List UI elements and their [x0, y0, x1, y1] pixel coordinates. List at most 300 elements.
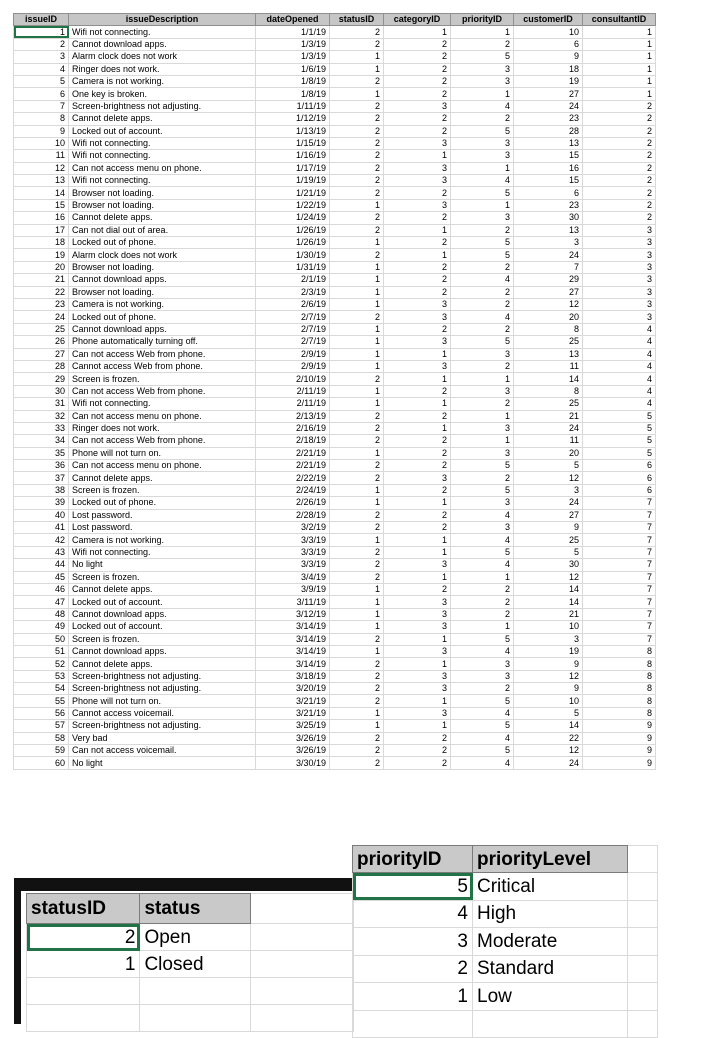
- cell[interactable]: 56: [14, 707, 69, 719]
- cell[interactable]: 3: [384, 472, 451, 484]
- cell[interactable]: 1: [330, 621, 384, 633]
- column-header[interactable]: status: [140, 894, 250, 924]
- cell[interactable]: 2/16/19: [256, 422, 330, 434]
- cell[interactable]: 54: [14, 683, 69, 695]
- cell[interactable]: 4: [583, 323, 656, 335]
- cell[interactable]: 5: [583, 410, 656, 422]
- cell[interactable]: Alarm clock does not work: [69, 51, 256, 63]
- cell[interactable]: 2: [330, 522, 384, 534]
- cell[interactable]: 2: [384, 732, 451, 744]
- cell[interactable]: 4: [583, 373, 656, 385]
- cell[interactable]: 24: [14, 311, 69, 323]
- cell[interactable]: 2: [330, 162, 384, 174]
- cell[interactable]: 46: [14, 583, 69, 595]
- cell[interactable]: 13: [514, 137, 583, 149]
- cell[interactable]: Can not access Web from phone.: [69, 385, 256, 397]
- cell[interactable]: 3: [384, 621, 451, 633]
- cell[interactable]: 3/20/19: [256, 683, 330, 695]
- cell[interactable]: Browser not loading.: [69, 187, 256, 199]
- cell[interactable]: 3: [451, 150, 514, 162]
- cell[interactable]: 2: [384, 323, 451, 335]
- cell[interactable]: Screen-brightness not adjusting.: [69, 100, 256, 112]
- cell[interactable]: 10: [514, 26, 583, 38]
- cell[interactable]: 2/7/19: [256, 323, 330, 335]
- cell[interactable]: 2: [451, 323, 514, 335]
- cell[interactable]: Screen is frozen.: [69, 484, 256, 496]
- cell[interactable]: 5: [451, 484, 514, 496]
- cell[interactable]: 3/26/19: [256, 745, 330, 757]
- cell[interactable]: 2: [330, 670, 384, 682]
- cell[interactable]: 2/7/19: [256, 311, 330, 323]
- cell[interactable]: 1: [384, 373, 451, 385]
- cell[interactable]: 1: [384, 249, 451, 261]
- cell[interactable]: 12: [514, 670, 583, 682]
- cell[interactable]: 15: [14, 199, 69, 211]
- cell[interactable]: 7: [514, 261, 583, 273]
- cell[interactable]: 3: [384, 162, 451, 174]
- cell[interactable]: Wifi not connecting.: [69, 398, 256, 410]
- cell[interactable]: 2: [330, 745, 384, 757]
- cell[interactable]: 1: [451, 621, 514, 633]
- cell[interactable]: 31: [14, 398, 69, 410]
- cell[interactable]: 3/25/19: [256, 720, 330, 732]
- cell[interactable]: 3/4/19: [256, 571, 330, 583]
- cell[interactable]: 48: [14, 608, 69, 620]
- cell[interactable]: 2/1/19: [256, 274, 330, 286]
- cell[interactable]: 6: [14, 88, 69, 100]
- cell[interactable]: 5: [451, 546, 514, 558]
- cell[interactable]: 2: [583, 125, 656, 137]
- cell[interactable]: 21: [514, 608, 583, 620]
- empty-cell[interactable]: [628, 846, 658, 873]
- cell[interactable]: 6: [514, 187, 583, 199]
- column-header[interactable]: priorityID: [353, 846, 473, 873]
- empty-cell[interactable]: [27, 978, 140, 1005]
- cell[interactable]: 2: [583, 187, 656, 199]
- cell[interactable]: 4: [451, 732, 514, 744]
- cell[interactable]: 12: [514, 298, 583, 310]
- cell[interactable]: 2: [27, 924, 140, 951]
- cell[interactable]: Can not access menu on phone.: [69, 410, 256, 422]
- cell[interactable]: 2: [330, 249, 384, 261]
- cell[interactable]: Browser not loading.: [69, 286, 256, 298]
- cell[interactable]: 2/13/19: [256, 410, 330, 422]
- cell[interactable]: 2: [330, 212, 384, 224]
- cell[interactable]: 43: [14, 546, 69, 558]
- cell[interactable]: 2/22/19: [256, 472, 330, 484]
- cell[interactable]: 16: [514, 162, 583, 174]
- cell[interactable]: 1: [451, 373, 514, 385]
- cell[interactable]: Camera is not working.: [69, 534, 256, 546]
- cell[interactable]: 2/6/19: [256, 298, 330, 310]
- cell[interactable]: 45: [14, 571, 69, 583]
- cell[interactable]: 1/30/19: [256, 249, 330, 261]
- cell[interactable]: 6: [583, 472, 656, 484]
- cell[interactable]: 1: [330, 534, 384, 546]
- cell[interactable]: 3/18/19: [256, 670, 330, 682]
- cell[interactable]: 2: [330, 150, 384, 162]
- cell[interactable]: 3/3/19: [256, 559, 330, 571]
- cell[interactable]: Can not access Web from phone.: [69, 435, 256, 447]
- cell[interactable]: 2: [451, 683, 514, 695]
- cell[interactable]: 2: [330, 658, 384, 670]
- cell[interactable]: 7: [583, 559, 656, 571]
- column-header[interactable]: categoryID: [384, 14, 451, 26]
- cell[interactable]: 52: [14, 658, 69, 670]
- cell[interactable]: 22: [14, 286, 69, 298]
- cell[interactable]: 11: [514, 435, 583, 447]
- empty-cell[interactable]: [628, 900, 658, 928]
- cell[interactable]: 5: [451, 695, 514, 707]
- cell[interactable]: 24: [514, 497, 583, 509]
- cell[interactable]: 5: [514, 460, 583, 472]
- column-header[interactable]: statusID: [330, 14, 384, 26]
- cell[interactable]: 2: [384, 113, 451, 125]
- cell[interactable]: 2: [330, 435, 384, 447]
- cell[interactable]: 1: [330, 88, 384, 100]
- cell[interactable]: Can not access Web from phone.: [69, 348, 256, 360]
- cell[interactable]: 2: [330, 460, 384, 472]
- cell[interactable]: 2: [330, 695, 384, 707]
- cell[interactable]: 1: [330, 51, 384, 63]
- empty-cell[interactable]: [628, 928, 658, 956]
- cell[interactable]: 4: [583, 385, 656, 397]
- cell[interactable]: 2/24/19: [256, 484, 330, 496]
- cell[interactable]: Browser not loading.: [69, 261, 256, 273]
- cell[interactable]: 2: [330, 113, 384, 125]
- cell[interactable]: 1: [330, 497, 384, 509]
- cell[interactable]: 2: [330, 187, 384, 199]
- cell[interactable]: Locked out of account.: [69, 596, 256, 608]
- cell[interactable]: 5: [451, 249, 514, 261]
- cell[interactable]: 2: [384, 75, 451, 87]
- empty-cell[interactable]: [250, 951, 353, 978]
- cell[interactable]: 3: [384, 137, 451, 149]
- cell[interactable]: 1/11/19: [256, 100, 330, 112]
- cell[interactable]: 30: [514, 212, 583, 224]
- cell[interactable]: 2: [451, 298, 514, 310]
- cell[interactable]: 4: [583, 360, 656, 372]
- cell[interactable]: 34: [14, 435, 69, 447]
- cell[interactable]: 9: [514, 658, 583, 670]
- cell[interactable]: 2: [330, 422, 384, 434]
- cell[interactable]: 1: [384, 398, 451, 410]
- cell[interactable]: 3/3/19: [256, 546, 330, 558]
- cell[interactable]: Cannot delete apps.: [69, 658, 256, 670]
- cell[interactable]: 27: [514, 88, 583, 100]
- cell[interactable]: 1: [353, 983, 473, 1011]
- cell[interactable]: 12: [514, 745, 583, 757]
- cell[interactable]: 2: [330, 75, 384, 87]
- cell[interactable]: Closed: [140, 951, 250, 978]
- column-header[interactable]: customerID: [514, 14, 583, 26]
- column-header[interactable]: dateOpened: [256, 14, 330, 26]
- cell[interactable]: 2: [330, 26, 384, 38]
- cell[interactable]: High: [473, 900, 628, 928]
- cell[interactable]: Screen-brightness not adjusting.: [69, 670, 256, 682]
- cell[interactable]: 7: [14, 100, 69, 112]
- cell[interactable]: Moderate: [473, 928, 628, 956]
- cell[interactable]: 5: [451, 51, 514, 63]
- cell[interactable]: 25: [514, 534, 583, 546]
- cell[interactable]: 3/14/19: [256, 633, 330, 645]
- cell[interactable]: 21: [14, 274, 69, 286]
- cell[interactable]: 2: [384, 88, 451, 100]
- cell[interactable]: 9: [514, 51, 583, 63]
- cell[interactable]: Cannot download apps.: [69, 323, 256, 335]
- cell[interactable]: 3: [451, 497, 514, 509]
- cell[interactable]: 6: [514, 38, 583, 50]
- cell[interactable]: Screen is frozen.: [69, 373, 256, 385]
- cell[interactable]: 55: [14, 695, 69, 707]
- cell[interactable]: 1: [451, 26, 514, 38]
- cell[interactable]: 1: [330, 398, 384, 410]
- cell[interactable]: Cannot delete apps.: [69, 113, 256, 125]
- cell[interactable]: 2: [384, 583, 451, 595]
- cell[interactable]: Cannot delete apps.: [69, 212, 256, 224]
- cell[interactable]: 3: [451, 348, 514, 360]
- cell[interactable]: 1: [330, 298, 384, 310]
- cell[interactable]: 3: [583, 298, 656, 310]
- cell[interactable]: Lost password.: [69, 509, 256, 521]
- cell[interactable]: 2: [330, 683, 384, 695]
- cell[interactable]: 4: [451, 757, 514, 769]
- cell[interactable]: 1/8/19: [256, 88, 330, 100]
- cell[interactable]: 5: [583, 447, 656, 459]
- cell[interactable]: 25: [514, 336, 583, 348]
- cell[interactable]: 2/21/19: [256, 460, 330, 472]
- cell[interactable]: 10: [514, 695, 583, 707]
- empty-cell[interactable]: [27, 1005, 140, 1032]
- cell[interactable]: 6: [583, 460, 656, 472]
- cell[interactable]: 60: [14, 757, 69, 769]
- cell[interactable]: 2: [583, 100, 656, 112]
- cell[interactable]: 2: [330, 546, 384, 558]
- cell[interactable]: 2/9/19: [256, 360, 330, 372]
- cell[interactable]: 1/22/19: [256, 199, 330, 211]
- cell[interactable]: Open: [140, 924, 250, 951]
- column-header[interactable]: priorityID: [451, 14, 514, 26]
- cell[interactable]: 3: [514, 633, 583, 645]
- cell[interactable]: 3/14/19: [256, 621, 330, 633]
- cell[interactable]: 2: [330, 100, 384, 112]
- cell[interactable]: Phone automatically turning off.: [69, 336, 256, 348]
- cell[interactable]: 2: [384, 522, 451, 534]
- cell[interactable]: Can not dial out of area.: [69, 224, 256, 236]
- cell[interactable]: 2: [384, 484, 451, 496]
- cell[interactable]: 8: [583, 670, 656, 682]
- cell[interactable]: 1/3/19: [256, 38, 330, 50]
- cell[interactable]: 20: [14, 261, 69, 273]
- cell[interactable]: 5: [514, 546, 583, 558]
- cell[interactable]: 3: [583, 249, 656, 261]
- cell[interactable]: 4: [451, 100, 514, 112]
- cell[interactable]: 50: [14, 633, 69, 645]
- cell[interactable]: Wifi not connecting.: [69, 150, 256, 162]
- cell[interactable]: 16: [14, 212, 69, 224]
- cell[interactable]: 3/30/19: [256, 757, 330, 769]
- cell[interactable]: 1: [384, 695, 451, 707]
- cell[interactable]: 2: [384, 757, 451, 769]
- cell[interactable]: Browser not loading.: [69, 199, 256, 211]
- cell[interactable]: 2: [384, 410, 451, 422]
- cell[interactable]: 1: [384, 546, 451, 558]
- cell[interactable]: 2: [330, 137, 384, 149]
- cell[interactable]: 4: [583, 348, 656, 360]
- cell[interactable]: 20: [514, 447, 583, 459]
- cell[interactable]: 3: [384, 199, 451, 211]
- cell[interactable]: Critical: [473, 873, 628, 901]
- cell[interactable]: 1: [583, 38, 656, 50]
- cell[interactable]: 23: [514, 113, 583, 125]
- cell[interactable]: 1: [583, 26, 656, 38]
- cell[interactable]: 2/11/19: [256, 385, 330, 397]
- cell[interactable]: 2: [451, 608, 514, 620]
- cell[interactable]: 3: [384, 175, 451, 187]
- column-header[interactable]: priorityLevel: [473, 846, 628, 873]
- cell[interactable]: 4: [583, 336, 656, 348]
- cell[interactable]: 1/8/19: [256, 75, 330, 87]
- cell[interactable]: 1: [384, 720, 451, 732]
- cell[interactable]: 3: [384, 707, 451, 719]
- cell[interactable]: 5: [451, 336, 514, 348]
- cell[interactable]: 10: [14, 137, 69, 149]
- cell[interactable]: 1/21/19: [256, 187, 330, 199]
- cell[interactable]: Low: [473, 983, 628, 1011]
- cell[interactable]: Wifi not connecting.: [69, 175, 256, 187]
- cell[interactable]: 5: [451, 237, 514, 249]
- cell[interactable]: 7: [583, 534, 656, 546]
- cell[interactable]: 2: [451, 38, 514, 50]
- cell[interactable]: 24: [514, 249, 583, 261]
- cell[interactable]: Standard: [473, 955, 628, 983]
- cell[interactable]: 5: [451, 745, 514, 757]
- cell[interactable]: 8: [583, 707, 656, 719]
- cell[interactable]: 3: [451, 75, 514, 87]
- cell[interactable]: 1: [330, 348, 384, 360]
- cell[interactable]: 2: [353, 955, 473, 983]
- cell[interactable]: Screen-brightness not adjusting.: [69, 720, 256, 732]
- cell[interactable]: 41: [14, 522, 69, 534]
- cell[interactable]: 1: [330, 360, 384, 372]
- cell[interactable]: Cannot access Web from phone.: [69, 360, 256, 372]
- cell[interactable]: 3: [583, 311, 656, 323]
- cell[interactable]: 12: [514, 472, 583, 484]
- cell[interactable]: Cannot download apps.: [69, 274, 256, 286]
- cell[interactable]: 40: [14, 509, 69, 521]
- cell[interactable]: Camera is not working.: [69, 298, 256, 310]
- cell[interactable]: 1/31/19: [256, 261, 330, 273]
- cell[interactable]: 1: [27, 951, 140, 978]
- cell[interactable]: 2: [451, 472, 514, 484]
- cell[interactable]: 7: [583, 497, 656, 509]
- cell[interactable]: Alarm clock does not work: [69, 249, 256, 261]
- cell[interactable]: 8: [14, 113, 69, 125]
- cell[interactable]: Screen-brightness not adjusting.: [69, 683, 256, 695]
- cell[interactable]: 2: [583, 113, 656, 125]
- cell[interactable]: 2: [330, 410, 384, 422]
- cell[interactable]: 12: [14, 162, 69, 174]
- empty-cell[interactable]: [628, 983, 658, 1011]
- cell[interactable]: 1/13/19: [256, 125, 330, 137]
- cell[interactable]: 2/3/19: [256, 286, 330, 298]
- cell[interactable]: Locked out of phone.: [69, 311, 256, 323]
- cell[interactable]: 1/24/19: [256, 212, 330, 224]
- cell[interactable]: 3/26/19: [256, 732, 330, 744]
- cell[interactable]: 9: [14, 125, 69, 137]
- cell[interactable]: Cannot access voicemail.: [69, 707, 256, 719]
- cell[interactable]: 4: [451, 509, 514, 521]
- cell[interactable]: 3/12/19: [256, 608, 330, 620]
- cell[interactable]: Cannot download apps.: [69, 645, 256, 657]
- cell[interactable]: 33: [14, 422, 69, 434]
- cell[interactable]: 2: [384, 435, 451, 447]
- cell[interactable]: 4: [451, 559, 514, 571]
- cell[interactable]: 2: [330, 311, 384, 323]
- cell[interactable]: 1: [330, 199, 384, 211]
- cell[interactable]: 2: [330, 559, 384, 571]
- cell[interactable]: 13: [514, 348, 583, 360]
- cell[interactable]: 9: [583, 757, 656, 769]
- cell[interactable]: 57: [14, 720, 69, 732]
- cell[interactable]: 8: [583, 658, 656, 670]
- cell[interactable]: 14: [514, 583, 583, 595]
- cell[interactable]: 1: [451, 571, 514, 583]
- cell[interactable]: 53: [14, 670, 69, 682]
- cell[interactable]: 2: [14, 38, 69, 50]
- cell[interactable]: 3/2/19: [256, 522, 330, 534]
- cell[interactable]: 14: [514, 720, 583, 732]
- cell[interactable]: 3/14/19: [256, 658, 330, 670]
- cell[interactable]: No light: [69, 559, 256, 571]
- cell[interactable]: Locked out of account.: [69, 125, 256, 137]
- cell[interactable]: 47: [14, 596, 69, 608]
- cell[interactable]: 2: [384, 286, 451, 298]
- cell[interactable]: 14: [14, 187, 69, 199]
- cell[interactable]: 2/18/19: [256, 435, 330, 447]
- cell[interactable]: 9: [583, 732, 656, 744]
- cell[interactable]: 44: [14, 559, 69, 571]
- cell[interactable]: 1: [330, 645, 384, 657]
- cell[interactable]: 1: [384, 497, 451, 509]
- cell[interactable]: 24: [514, 422, 583, 434]
- cell[interactable]: 5: [451, 187, 514, 199]
- cell[interactable]: 2: [583, 199, 656, 211]
- cell[interactable]: 30: [514, 559, 583, 571]
- cell[interactable]: 1: [330, 583, 384, 595]
- cell[interactable]: 2/21/19: [256, 447, 330, 459]
- cell[interactable]: 1: [384, 534, 451, 546]
- empty-cell[interactable]: [250, 1005, 353, 1032]
- cell[interactable]: 3/14/19: [256, 645, 330, 657]
- cell[interactable]: 3: [384, 311, 451, 323]
- cell[interactable]: 3: [583, 224, 656, 236]
- cell[interactable]: 1: [451, 410, 514, 422]
- cell[interactable]: 13: [514, 224, 583, 236]
- cell[interactable]: 25: [514, 398, 583, 410]
- cell[interactable]: 36: [14, 460, 69, 472]
- cell[interactable]: 3: [384, 683, 451, 695]
- cell[interactable]: 9: [583, 720, 656, 732]
- cell[interactable]: 1: [384, 633, 451, 645]
- empty-cell[interactable]: [250, 894, 353, 924]
- cell[interactable]: 3/3/19: [256, 534, 330, 546]
- cell[interactable]: Lost password.: [69, 522, 256, 534]
- cell[interactable]: 1/17/19: [256, 162, 330, 174]
- cell[interactable]: 1: [384, 422, 451, 434]
- cell[interactable]: 3: [451, 385, 514, 397]
- cell[interactable]: 1: [384, 26, 451, 38]
